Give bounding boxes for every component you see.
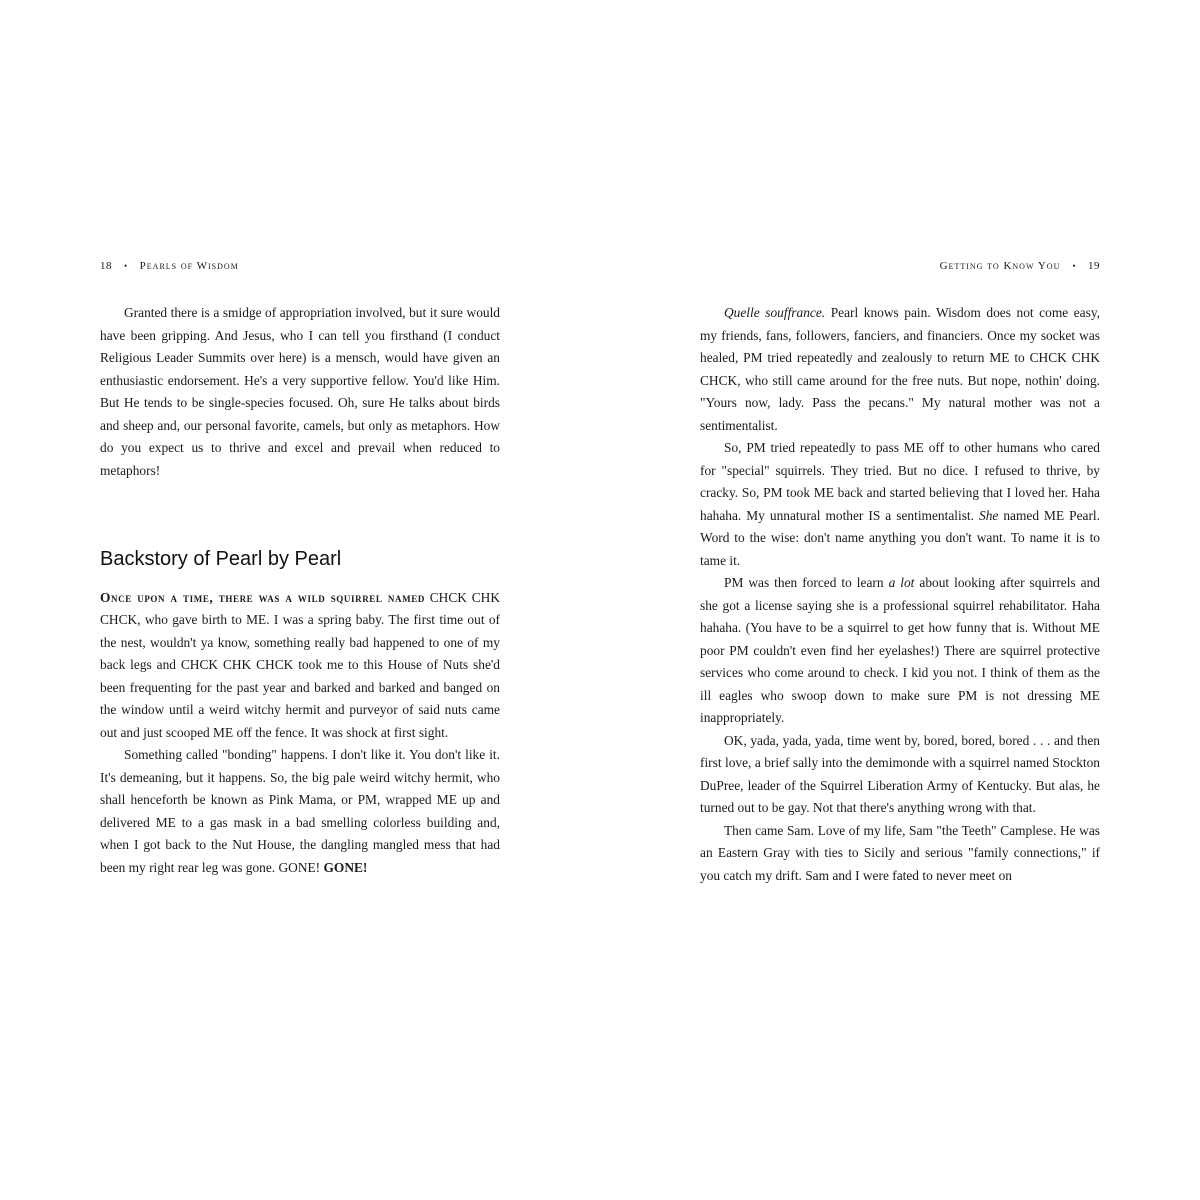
- left-running-title: Pearls of Wisdom: [139, 260, 239, 272]
- left-head-separator: •: [124, 261, 128, 271]
- right-paragraph-2-italic: She: [979, 507, 999, 523]
- left-paragraph-3: [100, 744, 500, 879]
- right-running-title: Getting to Know You: [939, 260, 1061, 272]
- right-paragraph-1-italic: Quelle souffrance.: [724, 305, 826, 320]
- left-page: [100, 256, 500, 879]
- right-paragraph-1-text: Pearl knows pain. Wisdom does not come easy, my friends, fans, followers, fanciers, and financiers. Once my socket was healed, PM tried repeatedly and zealously to return ME to CHCK CHK CHCK, who still came around for the free nuts. But nope, nothin' doing. "Yours now, lady. Pass the pecans." My natural mother was not a sentimentalist.: [700, 305, 1101, 433]
- right-page: [700, 256, 1100, 887]
- right-paragraph-2: [700, 437, 1100, 572]
- right-paragraph-4: OK, yada, yada, yada, time went by, bored, bored, bored . . . and then first love, a brief sally into the demimonde with a squirrel named Stockton DuPree, leader of the Squirrel Liberation Army of Kentucky. But alas, he turned out to be gay. Not that there's anything wrong with that.: [700, 732, 1100, 815]
- right-paragraph-3-italic: a lot: [888, 575, 915, 590]
- section-title: Backstory of Pearl by Pearl: [100, 548, 342, 570]
- right-running-head: [700, 256, 1100, 276]
- right-paragraph-3: [700, 572, 1100, 730]
- right-paragraph-1: [700, 302, 1100, 437]
- left-running-head: [100, 256, 500, 276]
- right-paragraph-3-text-b: about looking after squirrels and she got a license saying she is a professional squirrel rehabilitator. Haha hahaha. (You have to be a squirrel to get how funny that is. Without ME poor PM couldn't even find her eyelashes!) There are squirrel protective services who come around to check. I kid you not. I think of them as the ill eagles who swoop down to make sure PM is not dressing ME inappropriately.: [700, 575, 1100, 725]
- left-paragraph-1: Granted there is a smidge of appropriation involved, but it sure would have been gripping. And Jesus, who I can tell you firsthand (I conduct Religious Leader Summits over here) is a mensch, would have given an enthusiastic endorsement. He's a very supportive fellow. You'd like Him. But He tends to be single-species focused. Oh, sure He talks about birds and sheep and, our personal favorite, camels, but only as metaphors. How do you expect us to thrive and excel and prevail when reduced to metaphors!: [100, 305, 500, 478]
- right-paragraph-5: Then came Sam. Love of my life, Sam "the Teeth" Camplese. He was an Eastern Gray with ties to Sicily and serious "family connections," if you catch my drift. Sam and I were fated to never meet on: [700, 822, 1100, 883]
- right-paragraph-2-text-b: named ME Pearl. Word to the wise: don't name anything you don't want. To name it is to tame it.: [700, 507, 1101, 568]
- lead-in-small-caps: Once upon a time, there was a wild squirrel named: [100, 589, 425, 605]
- left-page-number: 18: [100, 260, 112, 272]
- left-paragraph-3-bold: GONE!: [323, 859, 368, 875]
- left-paragraph-2: [100, 587, 500, 745]
- right-body: [700, 302, 1100, 887]
- right-paragraph-3-text-a: PM was then forced to learn: [724, 575, 889, 590]
- left-paragraph-3-text: Something called "bonding" happens. I don't like it. You don't like it. It's demeaning, but it happens. So, the big pale weird witchy hermit, who shall henceforth be known as Pink Mama, or PM, wrapped ME up and delivered ME to a gas mask in a bad smelling colorless building and, when I got back to the Nut House, the dangling mangled mess that had been my right rear leg was gone. GONE!: [100, 747, 500, 875]
- left-paragraph-2-text: CHCK CHK CHCK, who gave birth to ME. I was a spring baby. The first time out of the nest, wouldn't ya know, something really bad happened to one of my back legs and CHCK CHK CHCK took me to this House of Nuts she'd been frequenting for the past year and barked and barked and banged on the window until a weird witchy hermit and purveyor of said nuts came out and just scooped ME off the fence. It was shock at first sight.: [100, 589, 501, 740]
- right-paragraph-2-text-a: So, PM tried repeatedly to pass ME off to other humans who cared for "special" squirrels. They tried. But no dice. I refused to thrive, by cracky. So, PM took ME back and started believing that I loved her. Haha hahaha. My unnatural mother IS a sentimentalist.: [700, 440, 1100, 523]
- left-body: [100, 302, 500, 879]
- right-page-number: 19: [1088, 260, 1100, 272]
- right-head-separator: •: [1072, 261, 1076, 271]
